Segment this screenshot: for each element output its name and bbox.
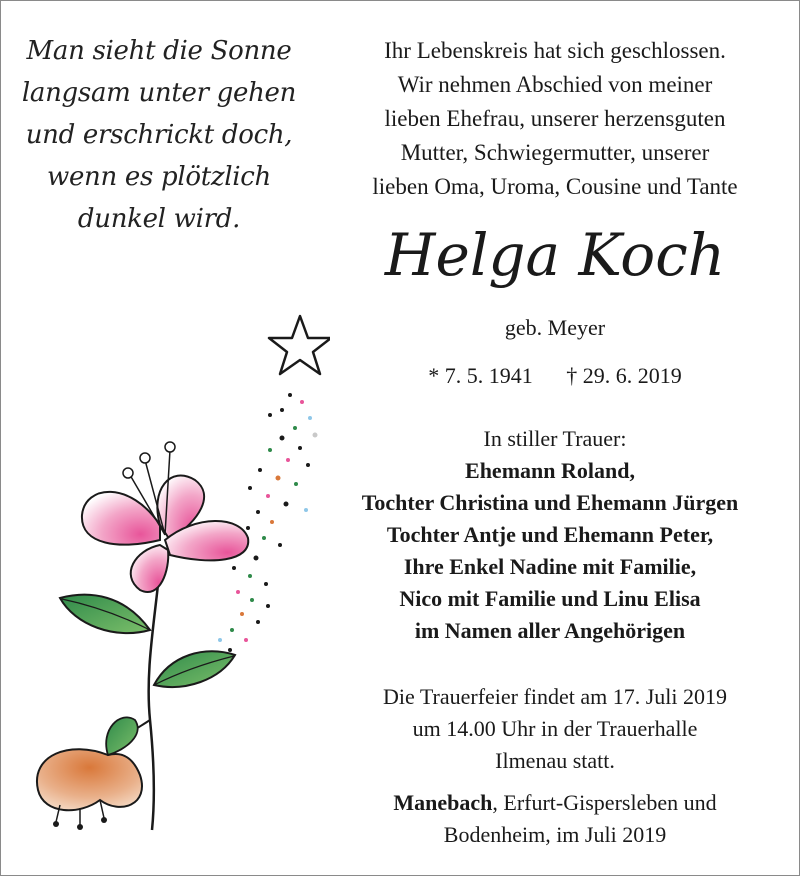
mourner-line: Tochter Antje und Ehemann Peter, (386, 522, 714, 547)
mourner-line: Ihre Enkel Nadine mit Familie, (403, 554, 697, 579)
poem-line: und erschrickt doch, (25, 120, 293, 150)
star-icon (269, 316, 330, 374)
service-line: Die Trauerfeier findet am 17. Juli 2019 (383, 684, 727, 709)
place-and-date (318, 787, 792, 851)
poem-line: dunkel wird. (77, 204, 241, 234)
life-dates (318, 361, 792, 391)
maiden-name: geb. Meyer (504, 315, 606, 340)
intro-text (318, 34, 792, 204)
intro-line: Wir nehmen Abschied von meiner (397, 72, 713, 97)
funeral-service-info (318, 681, 792, 777)
intro-line: Mutter, Schwiegermutter, unserer (400, 140, 710, 165)
poem-line: langsam unter gehen (21, 78, 297, 108)
leaf-right (154, 651, 235, 687)
flower-illustration (20, 300, 330, 840)
poem-line: Man sieht die Sonne (26, 36, 292, 66)
mourner-line: Tochter Christina und Ehemann Jürgen (361, 490, 739, 515)
mourner-line: Ehemann Roland, (465, 458, 635, 483)
hanging-bud (37, 717, 142, 830)
death-date: † 29. 6. 2019 (566, 363, 682, 388)
sparkle-trail (218, 393, 318, 652)
mourners-heading: In stiller Trauer: (483, 426, 627, 451)
service-line: Ilmenau statt. (495, 748, 615, 773)
deceased-name: Helga Koch (384, 221, 726, 289)
main-blossom (82, 442, 248, 592)
leaf-left (60, 595, 150, 633)
town-name: Manebach (393, 790, 493, 815)
flower-stem (149, 565, 160, 830)
mourners-list (305, 455, 795, 647)
mourner-line: Nico mit Familie und Linu Elisa (399, 586, 701, 611)
poem-line: wenn es plötzlich (47, 162, 271, 192)
place-line: Bodenheim, im Juli 2019 (443, 822, 667, 847)
intro-line: lieben Oma, Uroma, Cousine und Tante (372, 174, 738, 199)
intro-line: Ihr Lebenskreis hat sich geschlossen. (384, 38, 726, 63)
service-line: um 14.00 Uhr in der Trauerhalle (412, 716, 698, 741)
place-line-rest: , Erfurt-Gispersleben und (492, 790, 717, 815)
birth-date: * 7. 5. 1941 (428, 363, 533, 388)
mourner-line: im Namen aller Angehörigen (414, 618, 686, 643)
intro-line: lieben Ehefrau, unserer herzensguten (384, 106, 726, 131)
poem (14, 30, 304, 240)
